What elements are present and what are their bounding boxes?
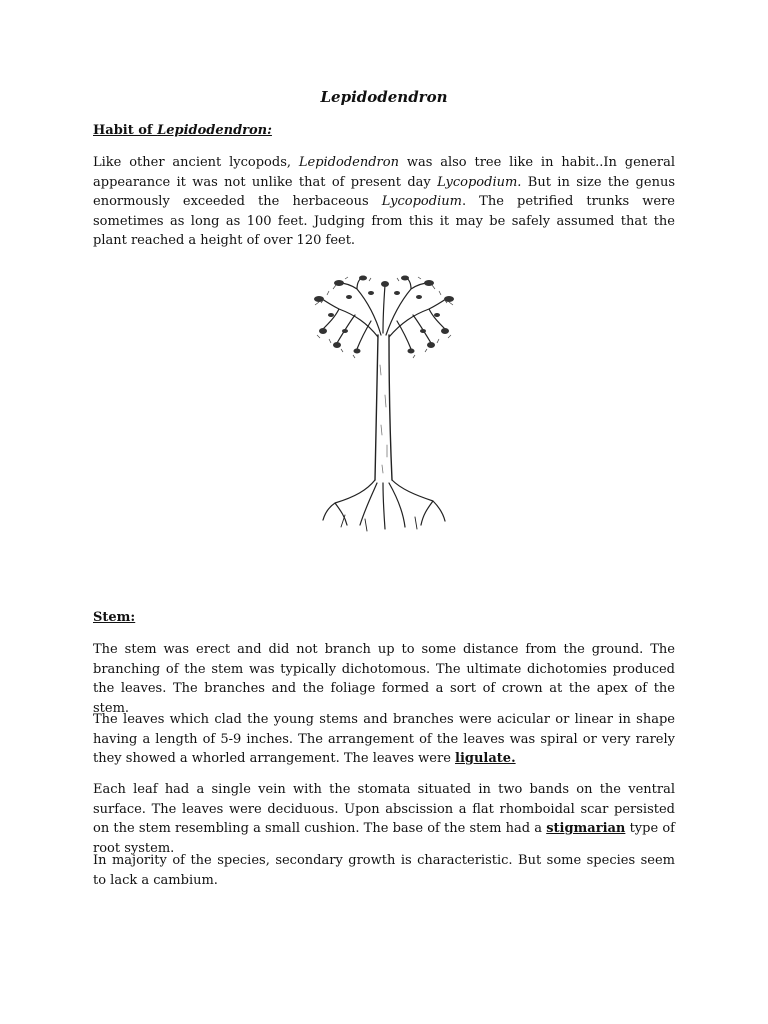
habit-heading-prefix: Habit of <box>93 123 158 138</box>
stem-p2-text: The leaves which clad the young stems and branches were acicular or linear in shape having a length of 5-9 inches. The arrangement of the leaves was spiral or very rarely they showed a whorled arrangement. The leaves were <box>93 712 675 766</box>
lepidodendron-tree-illustration <box>305 275 460 537</box>
habit-p1-i3: Lycopodium <box>381 194 462 209</box>
habit-heading <box>93 123 272 138</box>
stem-paragraph-3 <box>93 780 675 858</box>
stem-p3-end: type of root system. <box>93 821 675 856</box>
habit-p1-i1: Lepidodendron <box>298 155 399 170</box>
stem-p3-stigmarian: stigmarian <box>546 821 626 836</box>
habit-p1-d: . The petrified trunks were sometimes as long as 100 feet. Judging from this it may be safely assumed that the plant reached a height of over 120 feet. <box>93 194 675 248</box>
habit-p1-b: was also tree like in habit..In general appearance it was not unlike that of present day <box>93 155 675 190</box>
habit-p1-i2: Lycopodium. <box>437 174 522 190</box>
habit-heading-genus: Lepidodendron: <box>157 123 272 138</box>
habit-paragraph <box>93 153 675 251</box>
habit-p1-a: Like other ancient lycopods, <box>93 155 299 170</box>
page-title: Lepidodendron <box>320 88 448 106</box>
stem-paragraph-1: The stem was erect and did not branch up to some distance from the ground. The branching of the stem was typically dichotomous. The ultimate dichotomies produced the leaves. The branches and the foliage formed a sort of crown at the apex of the stem. <box>93 642 675 716</box>
stem-p2-ligulate: ligulate. <box>455 751 516 766</box>
stem-p3-text: Each leaf had a single vein with the stomata situated in two bands on the ventral surface. The leaves were deciduous. Upon abscission a flat rhomboidal scar persisted on the stem resembling a small cushion. The base of the stem had a <box>93 782 675 836</box>
stem-paragraph-4: In majority of the species, secondary growth is characteristic. But some species seem to lack a cambium. <box>93 853 675 888</box>
habit-p1-c: But in size the genus enormously exceeded the herbaceous <box>93 174 675 209</box>
stem-paragraph-2 <box>93 710 675 769</box>
stem-heading: Stem: <box>93 610 136 625</box>
